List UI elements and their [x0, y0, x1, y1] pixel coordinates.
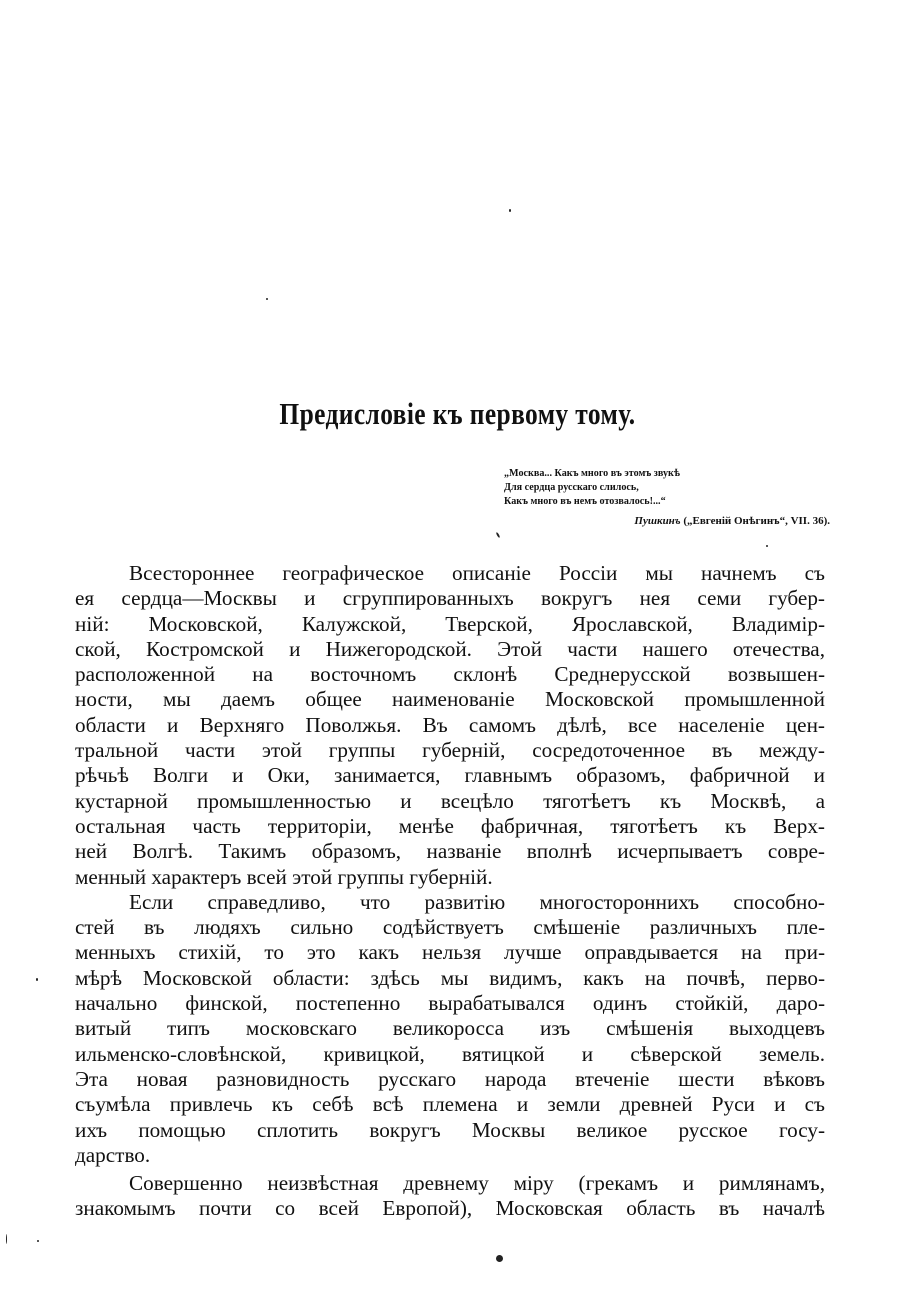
text-line: мѣрѣ Московской области: здѣсь мы видимъ, какъ на почвѣ, перво- — [75, 965, 825, 990]
text-line: ній: Московской, Калужской, Тверской, Ярославской, Владимір- — [75, 611, 825, 636]
text-line: Эта новая разновидность русскаго народа втеченіе шести вѣковъ — [75, 1066, 825, 1091]
text-line: рѣчьѣ Волги и Оки, занимается, главнымъ образомъ, фабричной и — [75, 763, 825, 788]
text-line: кустарной промышленностью и всецѣло тяготѣетъ къ Москвѣ, а — [75, 788, 825, 813]
text-line: остальная часть территоріи, менѣе фабричная, тяготѣетъ къ Верх- — [75, 813, 825, 838]
epigraph-line: Для сердца русскаго слилось, — [504, 481, 639, 493]
print-speck — [36, 978, 38, 981]
text-line: знакомымъ почти со всей Европой), Московская область въ началѣ — [75, 1196, 825, 1221]
print-speck — [496, 1255, 503, 1262]
epigraph-author: Пушкинъ — [634, 515, 681, 527]
text-line: витый типъ московскаго великоросса изъ смѣшенія выходцевъ — [75, 1016, 825, 1041]
epigraph-source: („Евгеній Онѣгинъ“, VII. 36). — [680, 515, 830, 527]
text-line: расположенной на восточномъ склонѣ Среднерусской возвышен- — [75, 662, 825, 687]
text-line: начально финской, постепенно вырабатывался одинъ стойкій, даро- — [75, 991, 825, 1016]
text-line: Совершенно неизвѣстная древнему міру (грекамъ и римлянамъ, — [129, 1171, 825, 1196]
text-line: Если справедливо, что развитію многостороннихъ способно- — [129, 889, 825, 914]
text-line: менный характеръ всей этой группы губерній. — [75, 864, 493, 889]
print-speck — [37, 1240, 39, 1242]
text-line: дарство. — [75, 1142, 151, 1167]
text-line: съумѣла привлечь къ себѣ всѣ племена и земли древней Руси и съ — [75, 1092, 825, 1117]
text-line: ности, мы даемъ общее наименованіе Московской промышленной — [75, 687, 825, 712]
text-line: стей въ людяхъ сильно содѣйствуетъ смѣшеніе различныхъ пле- — [75, 915, 825, 940]
text-line: области и Верхняго Поволжья. Въ самомъ дѣлѣ, все населеніе цен- — [75, 712, 825, 737]
text-line: тральной части этой группы губерній, сосредоточенное въ между- — [75, 738, 825, 763]
print-speck — [6, 1234, 7, 1244]
print-speck — [266, 298, 268, 300]
text-line: ея сердца—Москвы и сгруппированныхъ вокругъ нея семи губер- — [75, 586, 825, 611]
epigraph-line: „Москва... Какъ много въ этомъ звукѣ — [504, 467, 680, 479]
epigraph — [504, 466, 695, 508]
text-line: ской, Костромской и Нижегородской. Этой части нашего отечества, — [75, 636, 825, 661]
text-line: менныхъ стихій, то это какъ нельзя лучше оправдывается на при- — [75, 940, 825, 965]
body-text — [75, 561, 825, 1222]
print-speck — [496, 532, 501, 538]
text-line: ихъ помощью сплотить вокругъ Москвы великое русское госу- — [75, 1117, 825, 1142]
text-line: ильменско-словѣнской, кривицкой, вятицкой и сѣверской земель. — [75, 1041, 825, 1066]
print-speck — [509, 209, 511, 212]
epigraph-attribution — [634, 515, 830, 527]
print-speck — [766, 545, 768, 547]
epigraph-line: Какъ много въ немъ отозвалось!...“ — [504, 495, 666, 507]
page-title: Предисловіе къ первому тому. — [279, 396, 636, 431]
text-line: ней Волгѣ. Такимъ образомъ, названіе вполнѣ исчерпываетъ совре- — [75, 839, 825, 864]
text-line: Всестороннее географическое описаніе Россіи мы начнемъ съ — [129, 561, 825, 585]
